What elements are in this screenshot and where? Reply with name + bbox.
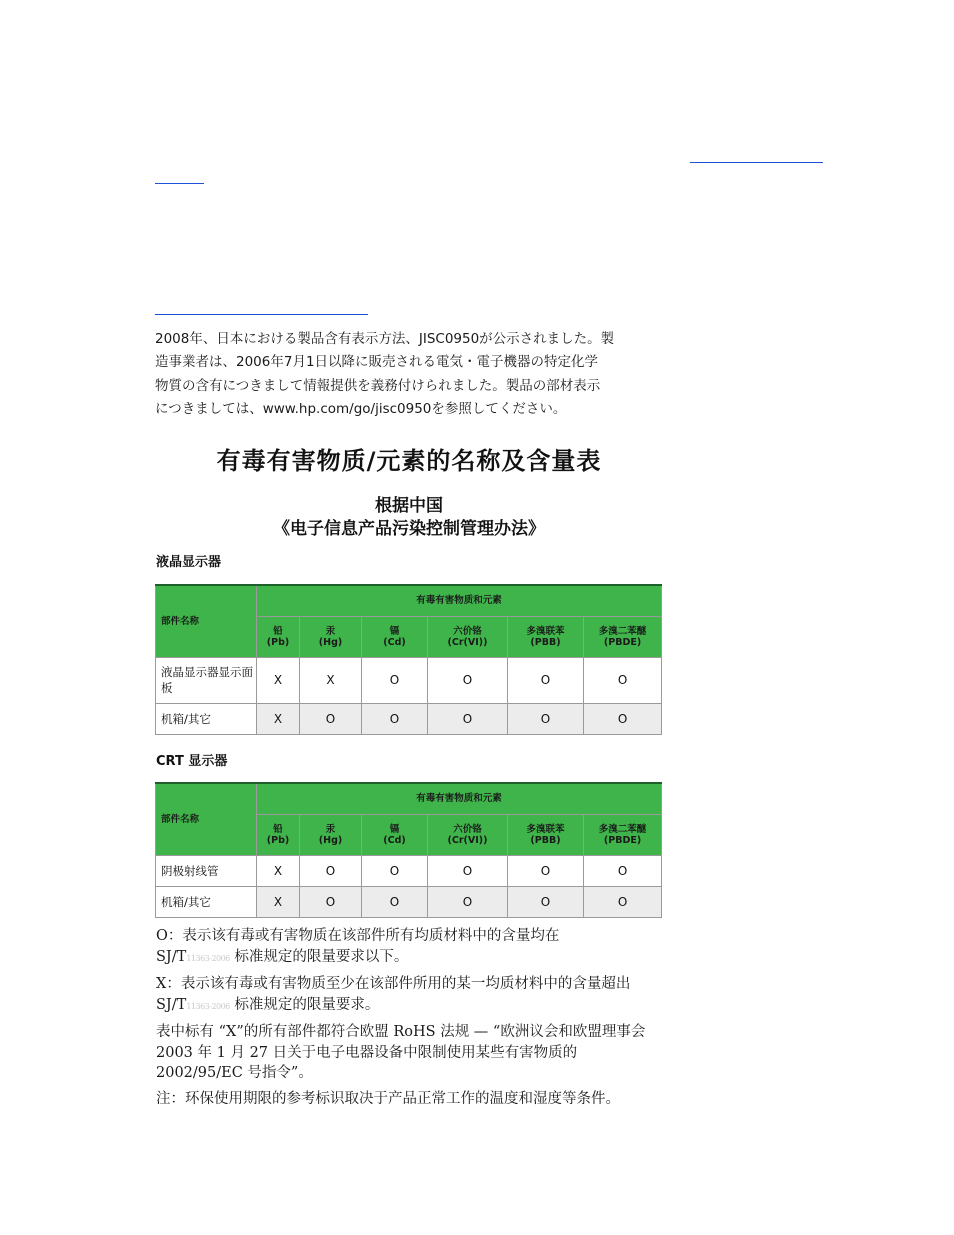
part-name-cell: 液晶显示器显示面板 [156, 657, 257, 703]
table-header-substance: 六价铬 (Cr(VI)) [428, 814, 508, 855]
mark-cell: O [584, 886, 662, 917]
table-header-part-name: 部件名称 [156, 585, 257, 657]
table-header-substance: 铅 (Pb) [257, 814, 300, 855]
hyperlink-underline[interactable] [155, 314, 368, 315]
table-row [156, 886, 662, 917]
mark-cell: O [428, 657, 508, 703]
faint-standard-number: 11363-2006 [186, 1001, 230, 1011]
jp-notice-line: 造事業者は、2006年7月1日以降に販売される電気・電子機器の特定化学 [155, 354, 599, 371]
hyperlink-underline[interactable] [155, 183, 204, 184]
table-header-substance: 铅 (Pb) [257, 616, 300, 657]
mark-cell: O [508, 886, 584, 917]
table-header-substance: 多溴联苯 (PBB) [508, 814, 584, 855]
mark-cell: O [508, 657, 584, 703]
hyperlink-underline[interactable] [690, 162, 823, 163]
crt-hazard-table [155, 782, 662, 918]
mark-cell: O [428, 886, 508, 917]
mark-cell: O [300, 855, 362, 886]
part-name-cell: 阴极射线管 [156, 855, 257, 886]
lcd-section-label: 液晶显示器 [156, 555, 222, 570]
mark-cell: X [257, 886, 300, 917]
page-title: 有毒有害物质/元素的名称及含量表 [216, 447, 602, 475]
subtitle-line1: 根据中国 [375, 496, 443, 516]
table-header-substance: 多溴联苯 (PBB) [508, 616, 584, 657]
table-header-substance: 多溴二苯醚 (PBDE) [584, 616, 662, 657]
table-row [156, 855, 662, 886]
table-header-substance: 镉 (Cd) [362, 814, 428, 855]
mark-cell: O [362, 657, 428, 703]
mark-cell: O [428, 703, 508, 734]
table-row [156, 657, 662, 703]
mark-cell: O [584, 657, 662, 703]
mark-cell: O [362, 886, 428, 917]
mark-cell: X [300, 657, 362, 703]
mark-cell: O [362, 703, 428, 734]
mark-cell: X [257, 855, 300, 886]
part-name-cell: 机箱/其它 [156, 886, 257, 917]
mark-cell: O [584, 855, 662, 886]
subtitle-line2: 《电子信息产品污染控制管理办法》 [273, 519, 545, 539]
jp-notice-line: につきましては、www.hp.com/go/jisc0950を参照してください。 [155, 400, 567, 417]
note-x: X：表示该有毒或有害物质至少在该部件所用的某一均质材料中的含量超出 SJ/T11363-2006 标准规定的限量要求。 [156, 976, 631, 1013]
mark-cell: O [508, 855, 584, 886]
table-row [156, 703, 662, 734]
note-rohs: 表中标有 “X”的所有部件都符合欧盟 RoHS 法规 — “欧洲议会和欧盟理事会 2003 年 1 月 27 日关于电子电器设备中限制使用某些有害物质的 2002/95/EC 号指令”。 [156, 1024, 646, 1081]
table-header-substance: 汞 (Hg) [300, 814, 362, 855]
table-header-group: 有毒有害物质和元素 [257, 585, 662, 616]
lcd-hazard-table [155, 584, 662, 735]
mark-cell: O [300, 703, 362, 734]
table-header-substance: 多溴二苯醚 (PBDE) [584, 814, 662, 855]
table-header-substance: 六价铬 (Cr(VI)) [428, 616, 508, 657]
crt-section-label: CRT 显示器 [156, 754, 228, 769]
table-header-group: 有毒有害物质和元素 [257, 783, 662, 814]
table-header-substance: 汞 (Hg) [300, 616, 362, 657]
mark-cell: O [428, 855, 508, 886]
note-o: O：表示该有毒或有害物质在该部件所有均质材料中的含量均在 SJ/T11363-2006 标准规定的限量要求以下。 [156, 928, 560, 965]
faint-standard-number: 11363-2006 [186, 953, 230, 963]
part-name-cell: 机箱/其它 [156, 703, 257, 734]
mark-cell: O [300, 886, 362, 917]
mark-cell: O [508, 703, 584, 734]
notes-block [156, 926, 666, 1114]
mark-cell: X [257, 703, 300, 734]
mark-cell: O [362, 855, 428, 886]
table-header-part-name: 部件名称 [156, 783, 257, 855]
mark-cell: X [257, 657, 300, 703]
table-header-substance: 镉 (Cd) [362, 616, 428, 657]
jp-notice-line: 2008年、日本における製品含有表示方法、JISC0950が公示されました。製 [155, 331, 615, 347]
jp-notice [155, 328, 625, 421]
jp-notice-line: 物質の含有につきまして情報提供を義務付けられました。製品の部材表示 [155, 377, 601, 394]
mark-cell: O [584, 703, 662, 734]
note-footnote: 注：环保使用期限的参考标识取决于产品正常工作的温度和湿度等条件。 [156, 1090, 620, 1107]
